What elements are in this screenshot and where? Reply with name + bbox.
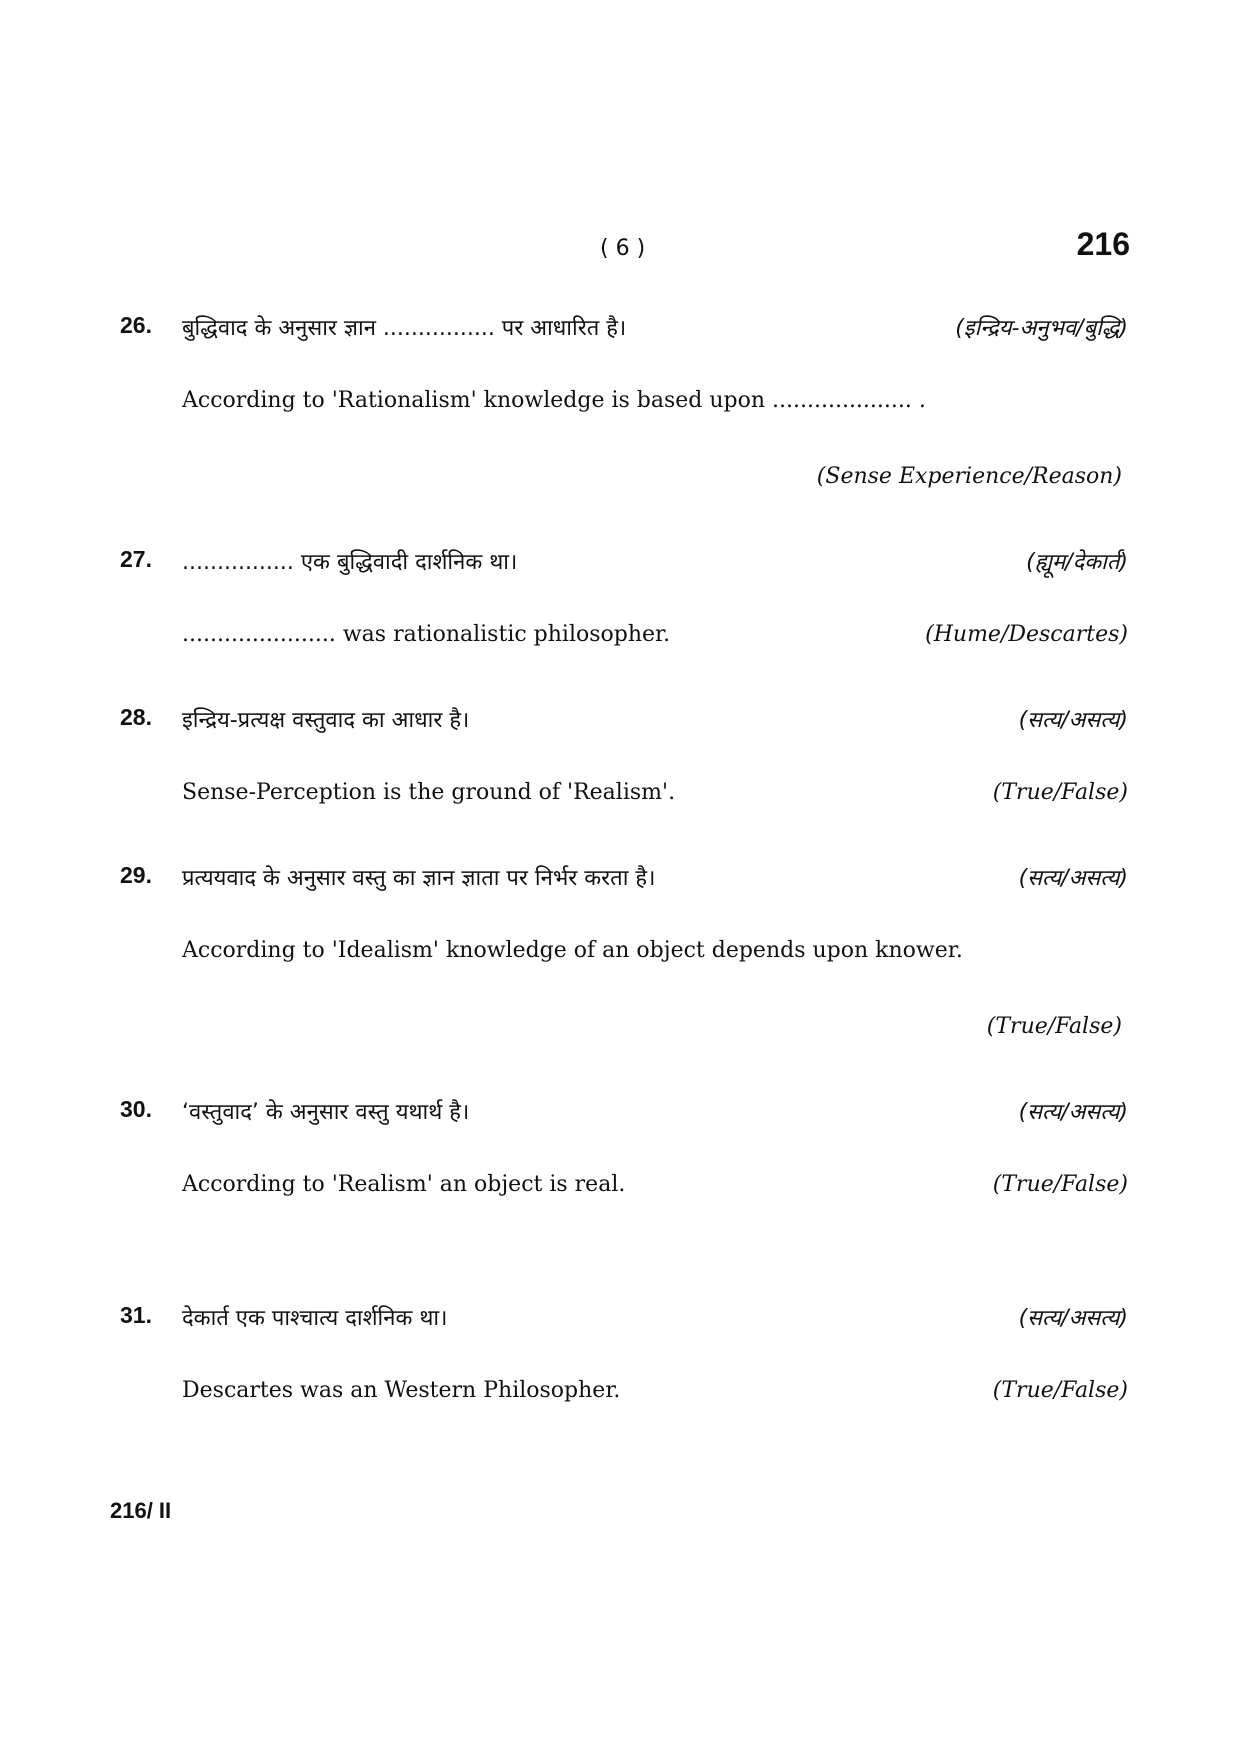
answer-options-english: (Hume/Descartes) (925, 622, 1128, 647)
question-number: 31. (120, 1302, 152, 1328)
question-text-english: Sense-Perception is the ground of 'Realism'. (182, 780, 676, 805)
question-text-english: Descartes was an Western Philosopher. (182, 1378, 621, 1403)
question-text-hindi: प्रत्ययवाद के अनुसार वस्तु का ज्ञान ज्ञाता पर निर्भर करता है। (182, 866, 656, 891)
answer-options-english: (True/False) (992, 1172, 1128, 1197)
question-number: 29. (120, 862, 152, 888)
answer-options-english: (True/False) (992, 780, 1128, 805)
question-number: 30. (120, 1096, 152, 1122)
answer-options-hindi: (सत्य/असत्य) (1018, 1306, 1128, 1331)
paper-code-footer: 216/ II (110, 1498, 172, 1523)
answer-options-hindi: (ह्यूम/देकार्त) (1026, 550, 1128, 575)
question-text-english: According to 'Rationalism' knowledge is based upon .................... . (182, 388, 926, 413)
answer-options-english: (True/False) (992, 1378, 1128, 1403)
question-number: 26. (120, 312, 152, 338)
answer-options-hindi: (इन्द्रिय-अनुभव/बुद्धि) (955, 316, 1128, 341)
answer-options-hindi: (सत्य/असत्य) (1018, 708, 1128, 733)
question-text-hindi: इन्द्रिय-प्रत्यक्ष वस्तुवाद का आधार है। (182, 708, 470, 733)
question-number: 27. (120, 546, 152, 572)
question-text-english: ...................... was rationalistic philosopher. (182, 622, 671, 647)
paper-code-header: 216 (1076, 226, 1130, 262)
question-text-english: According to 'Idealism' knowledge of an object depends upon knower. (182, 938, 963, 963)
answer-options-hindi: (सत्य/असत्य) (1018, 1100, 1128, 1125)
page-number: ( 6 ) (600, 236, 646, 261)
question-text-hindi: ‘वस्तुवाद’ के अनुसार वस्तु यथार्थ है। (182, 1100, 470, 1125)
question-text-hindi: ................ एक बुद्धिवादी दार्शनिक था। (182, 550, 518, 575)
answer-options-english: (True/False) (986, 1014, 1122, 1039)
question-number: 28. (120, 704, 152, 730)
answer-options-english: (Sense Experience/Reason) (816, 464, 1122, 489)
question-text-hindi: बुद्धिवाद के अनुसार ज्ञान ................ पर आधारित है। (182, 316, 627, 341)
answer-options-hindi: (सत्य/असत्य) (1018, 866, 1128, 891)
question-text-english: According to 'Realism' an object is real. (182, 1172, 626, 1197)
question-text-hindi: देकार्त एक पाश्चात्य दार्शनिक था। (182, 1306, 448, 1331)
